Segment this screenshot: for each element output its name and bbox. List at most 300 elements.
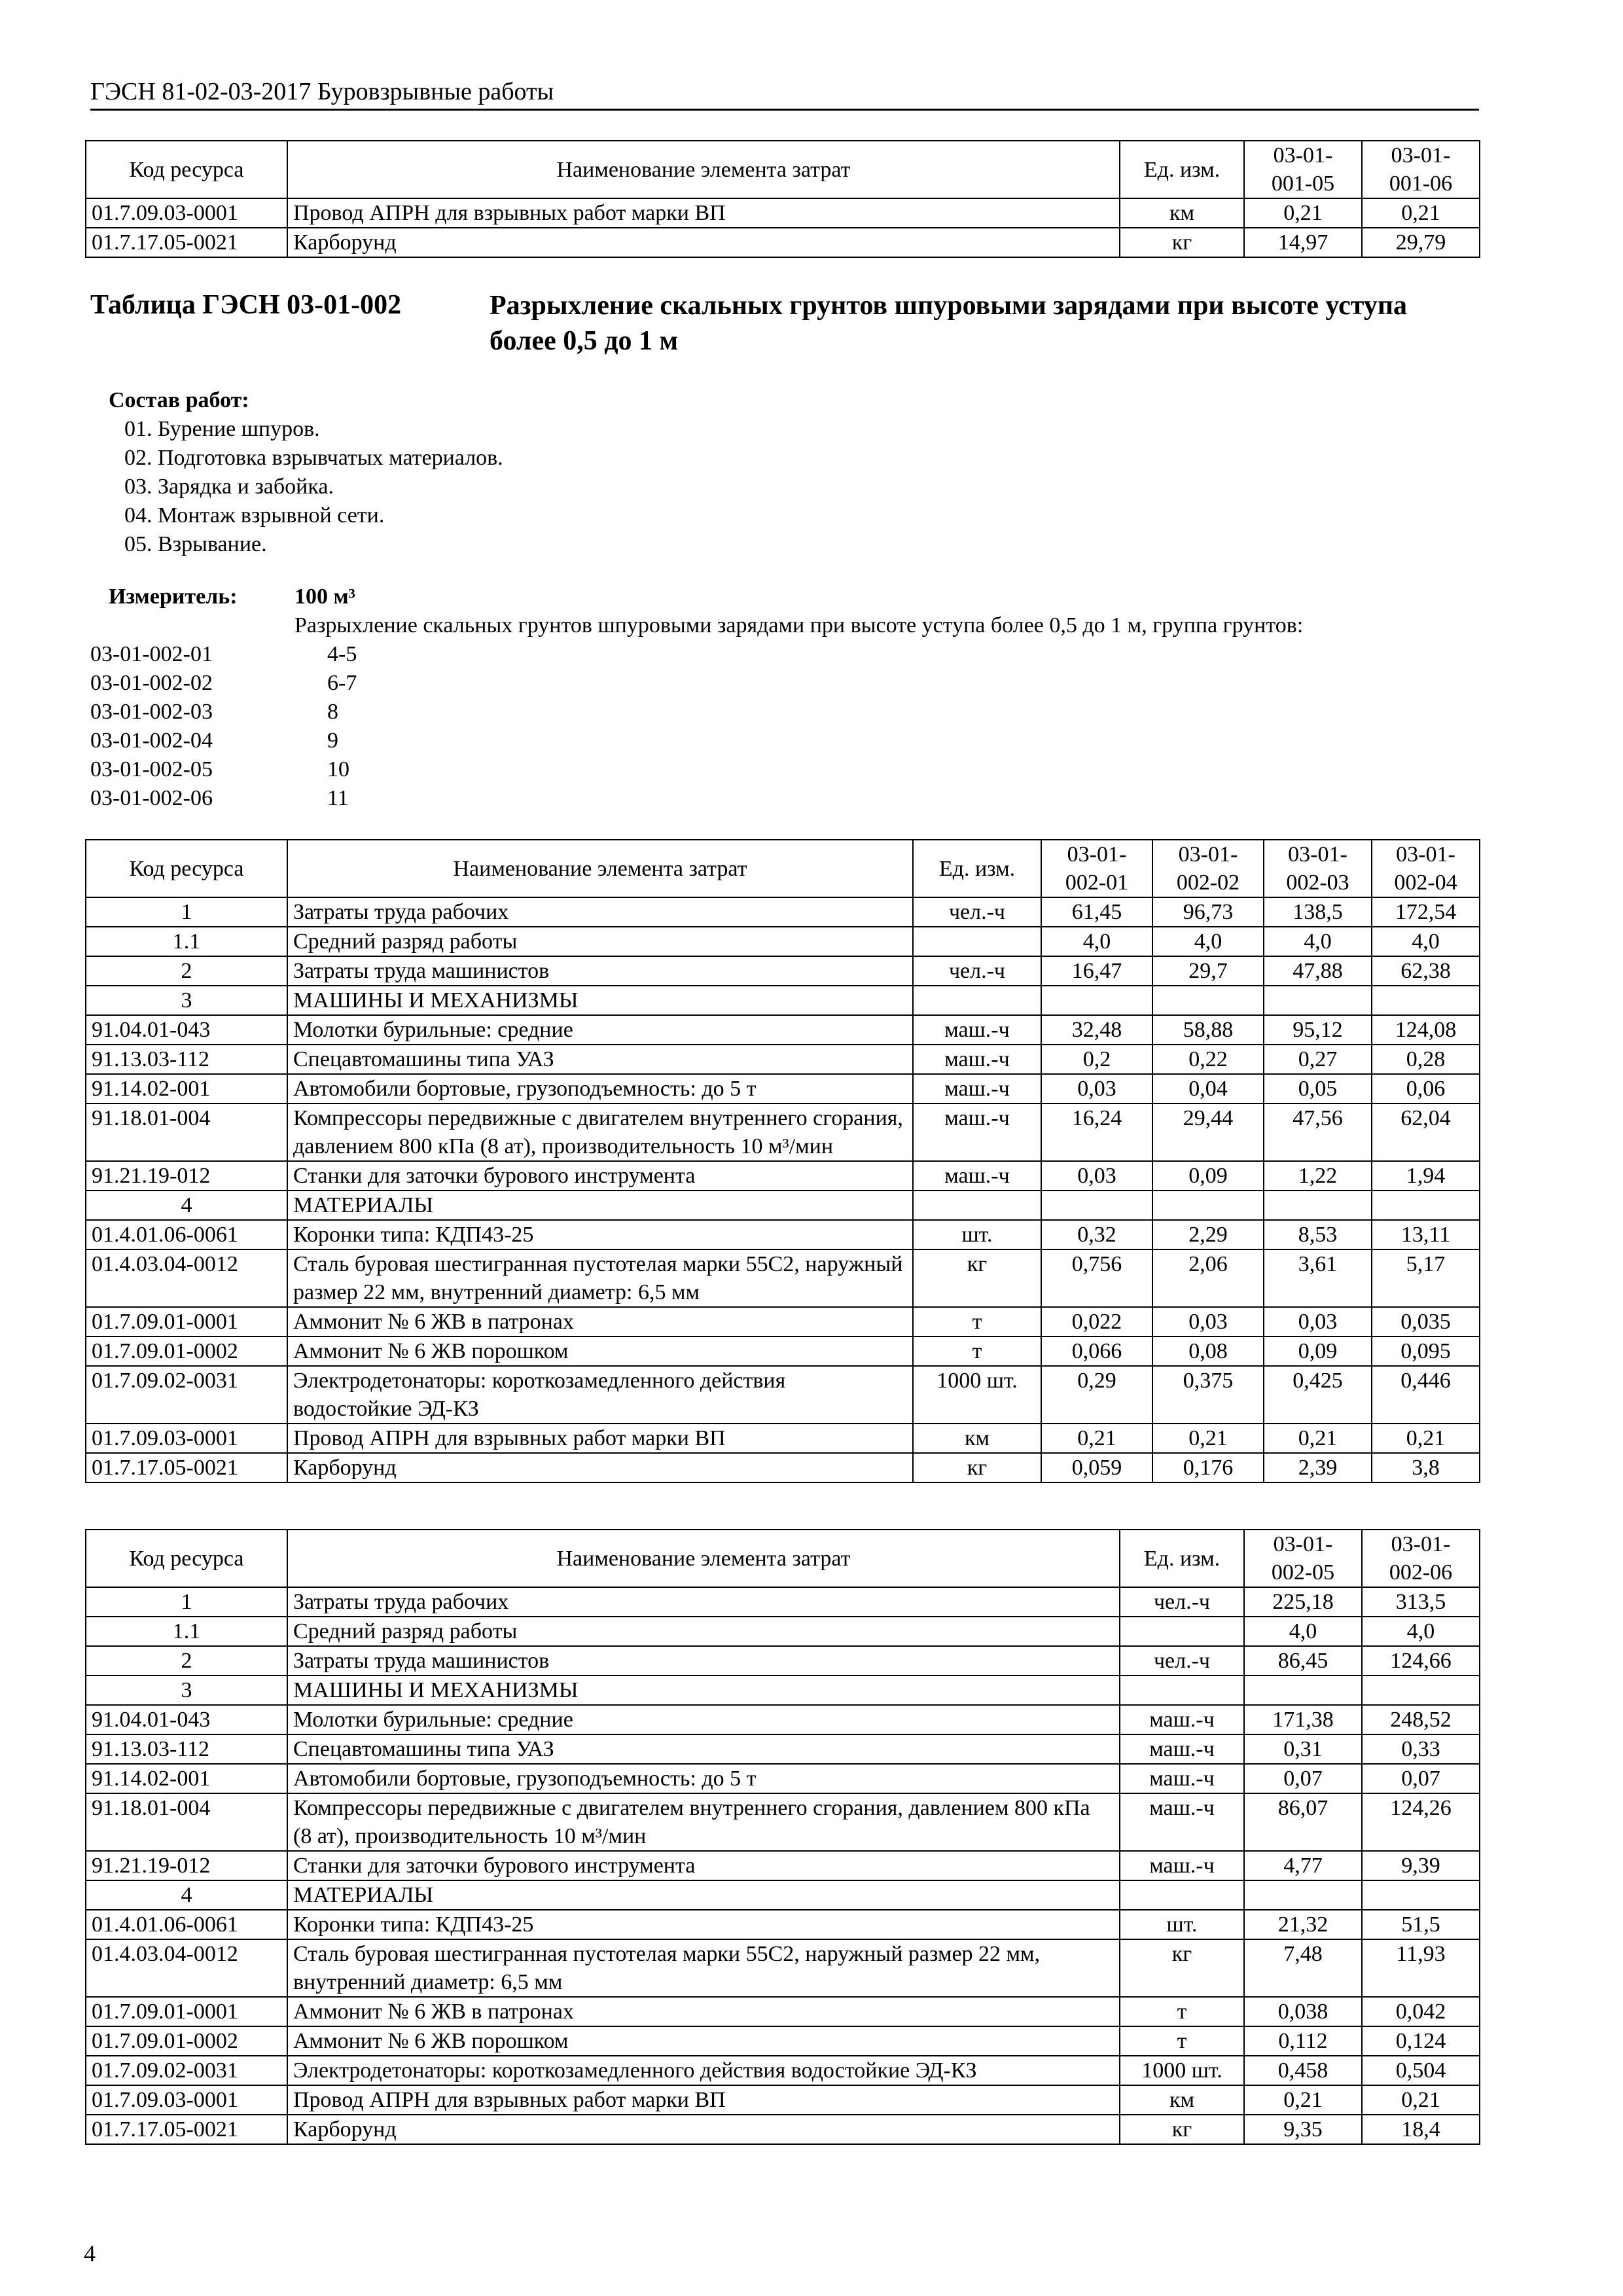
unit-cell: чел.-ч <box>913 897 1041 927</box>
soil-group: 6-7 <box>327 671 357 695</box>
cost-element-name-cell: Провод АПРН для взрывных работ марки ВП <box>287 2085 1120 2115</box>
table-row <box>86 1015 1480 1045</box>
resource-code-cell: 01.7.09.03-0001 <box>86 2085 287 2115</box>
cost-element-name-cell: МАШИНЫ И МЕХАНИЗМЫ <box>287 1676 1120 1705</box>
norm-value-cell: 0,21 <box>1152 1424 1264 1453</box>
work-item: 02. Подготовка взрывчатых материалов. <box>124 446 503 470</box>
norm-value-cell: 18,4 <box>1362 2115 1480 2144</box>
norm-value-cell: 8,53 <box>1264 1220 1372 1249</box>
norm-code: 03-01-002-05 <box>90 757 213 781</box>
resource-code-cell: 91.21.19-012 <box>86 1851 287 1880</box>
column-header: 03-01- 002-03 <box>1264 840 1372 897</box>
norm-value-cell: 0,21 <box>1264 1424 1372 1453</box>
soil-group: 8 <box>327 700 338 724</box>
measure-label: Измеритель: <box>109 584 238 609</box>
resource-code-cell: 01.4.03.04-0012 <box>86 1249 287 1307</box>
resource-code-cell: 3 <box>86 1676 287 1705</box>
table-row <box>86 1249 1480 1307</box>
table-row <box>86 1939 1480 1997</box>
cost-element-name-cell: Молотки бурильные: средние <box>287 1015 913 1045</box>
norm-value-cell: 62,04 <box>1372 1103 1480 1161</box>
cost-element-name-cell: Аммонит № 6 ЖВ в патронах <box>287 1997 1120 2026</box>
resource-code-cell: 01.7.09.01-0001 <box>86 1307 287 1336</box>
measure-description: Разрыхление скальных грунтов шпуровыми зарядами при высоте уступа более 0,5 до 1 м, группа грунтов: <box>294 613 1304 637</box>
unit-cell: кг <box>913 1249 1041 1307</box>
unit-cell: маш.-ч <box>1120 1734 1244 1764</box>
table-row <box>86 1880 1480 1910</box>
cost-element-name-cell: Станки для заточки бурового инструмента <box>287 1851 1120 1880</box>
table-row <box>86 1074 1480 1103</box>
column-header: Код ресурса <box>86 840 287 897</box>
norm-value-cell: 0,038 <box>1244 1997 1362 2026</box>
table-row <box>86 1734 1480 1764</box>
row-group <box>86 986 1480 1191</box>
unit-cell <box>1120 1676 1244 1705</box>
norm-value-cell: 16,47 <box>1041 956 1152 986</box>
norm-value-cell: 0,28 <box>1372 1045 1480 1074</box>
norm-value-cell: 4,0 <box>1041 927 1152 956</box>
norm-value-cell <box>1372 1191 1480 1220</box>
norm-value-cell <box>1244 1676 1362 1705</box>
cost-element-name-cell: Молотки бурильные: средние <box>287 1705 1120 1734</box>
work-item: 01. Бурение шпуров. <box>124 417 320 441</box>
measure-value: 100 м³ <box>294 584 355 609</box>
norm-value-cell: 47,88 <box>1264 956 1372 986</box>
resource-code-cell: 01.7.17.05-0021 <box>86 2115 287 2144</box>
soil-group: 10 <box>327 757 349 781</box>
unit-cell: т <box>1120 2026 1244 2056</box>
norm-code: 03-01-002-03 <box>90 700 213 724</box>
norm-value-cell: 11,93 <box>1362 1939 1480 1997</box>
norm-value-cell: 4,77 <box>1244 1851 1362 1880</box>
table-row <box>86 1617 1480 1646</box>
norm-value-cell: 138,5 <box>1264 897 1372 927</box>
norm-value-cell: 96,73 <box>1152 897 1264 927</box>
norm-value-cell: 0,04 <box>1152 1074 1264 1103</box>
norm-value-cell <box>1372 986 1480 1015</box>
norm-code: 03-01-002-02 <box>90 671 213 695</box>
norm-value-cell: 0,21 <box>1362 2085 1480 2115</box>
norm-value-cell: 0,066 <box>1041 1336 1152 1366</box>
table-row <box>86 956 1480 986</box>
soil-group: 4-5 <box>327 642 357 666</box>
resource-code-cell: 01.7.09.01-0002 <box>86 1336 287 1366</box>
norm-value-cell: 1,94 <box>1372 1161 1480 1191</box>
norm-value-cell: 0,176 <box>1152 1453 1264 1482</box>
norm-value-cell: 0,21 <box>1362 198 1480 228</box>
column-header: Код ресурса <box>86 1530 287 1587</box>
norm-value-cell: 3,8 <box>1372 1453 1480 1482</box>
resource-code-cell: 1 <box>86 897 287 927</box>
header-rule <box>90 109 1479 111</box>
cost-element-name-cell: Автомобили бортовые, грузоподъемность: до 5 т <box>287 1074 913 1103</box>
cost-element-name-cell: Средний разряд работы <box>287 927 913 956</box>
row-group <box>86 1646 1480 1676</box>
column-header: Код ресурса <box>86 141 287 198</box>
cost-element-name-cell: Затраты труда машинистов <box>287 956 913 986</box>
norm-value-cell: 124,08 <box>1372 1015 1480 1045</box>
norm-value-cell: 86,45 <box>1244 1646 1362 1676</box>
norm-value-cell: 0,06 <box>1372 1074 1480 1103</box>
norm-value-cell: 0,059 <box>1041 1453 1152 1482</box>
unit-cell: шт. <box>1120 1910 1244 1939</box>
unit-cell: маш.-ч <box>1120 1764 1244 1793</box>
norm-value-cell <box>1244 1880 1362 1910</box>
norm-value-cell: 0,446 <box>1372 1366 1480 1424</box>
norm-value-cell: 0,32 <box>1041 1220 1152 1249</box>
table-row <box>86 1764 1480 1793</box>
unit-cell: кг <box>1120 228 1244 257</box>
table-row <box>86 1646 1480 1676</box>
table-row <box>86 1045 1480 1074</box>
norm-value-cell: 0,21 <box>1041 1424 1152 1453</box>
resource-code-cell: 91.13.03-112 <box>86 1045 287 1074</box>
resource-code-cell: 01.7.17.05-0021 <box>86 228 287 257</box>
norm-value-cell <box>1041 1191 1152 1220</box>
norm-value-cell: 2,06 <box>1152 1249 1264 1307</box>
norm-value-cell: 0,05 <box>1264 1074 1372 1103</box>
unit-cell: т <box>1120 1997 1244 2026</box>
unit-cell: маш.-ч <box>1120 1851 1244 1880</box>
norm-value-cell: 0,124 <box>1362 2026 1480 2056</box>
norm-value-cell: 0,07 <box>1362 1764 1480 1793</box>
resource-table-001 <box>85 140 1480 258</box>
norm-value-cell: 47,56 <box>1264 1103 1372 1161</box>
resource-code-cell: 01.7.09.03-0001 <box>86 1424 287 1453</box>
unit-cell: маш.-ч <box>1120 1705 1244 1734</box>
norm-value-cell: 0,22 <box>1152 1045 1264 1074</box>
norm-value-cell: 0,31 <box>1244 1734 1362 1764</box>
norm-value-cell: 0,33 <box>1362 1734 1480 1764</box>
norm-value-cell: 0,095 <box>1372 1336 1480 1366</box>
unit-cell: кг <box>1120 2115 1244 2144</box>
unit-cell: 1000 шт. <box>1120 2056 1244 2085</box>
norm-value-cell: 62,38 <box>1372 956 1480 986</box>
cost-element-name-cell: Спецавтомашины типа УАЗ <box>287 1734 1120 1764</box>
table-row <box>86 1103 1480 1161</box>
resource-code-cell: 4 <box>86 1191 287 1220</box>
norm-value-cell: 0,03 <box>1264 1307 1372 1336</box>
cost-element-name-cell: Затраты труда машинистов <box>287 1646 1120 1676</box>
unit-cell: чел.-ч <box>1120 1587 1244 1617</box>
unit-cell: шт. <box>913 1220 1041 1249</box>
norm-value-cell <box>1264 986 1372 1015</box>
resource-code-cell: 01.4.01.06-0061 <box>86 1910 287 1939</box>
norm-value-cell: 29,7 <box>1152 956 1264 986</box>
work-composition-heading: Состав работ: <box>109 388 249 412</box>
norm-value-cell <box>1264 1191 1372 1220</box>
norm-value-cell: 9,35 <box>1244 2115 1362 2144</box>
norm-value-cell: 61,45 <box>1041 897 1152 927</box>
unit-cell: км <box>1120 2085 1244 2115</box>
unit-cell: кг <box>913 1453 1041 1482</box>
norm-value-cell: 0,03 <box>1041 1074 1152 1103</box>
work-item: 05. Взрывание. <box>124 532 267 556</box>
column-header: 03-01- 002-01 <box>1041 840 1152 897</box>
column-header: 03-01- 001-05 <box>1244 141 1362 198</box>
norm-value-cell: 0,21 <box>1372 1424 1480 1453</box>
cost-element-name-cell: Компрессоры передвижные с двигателем внутреннего сгорания, давлением 800 кПа (8 ат), производительность 10 м³/мин <box>287 1793 1120 1851</box>
norm-value-cell: 9,39 <box>1362 1851 1480 1880</box>
norm-value-cell: 0,756 <box>1041 1249 1152 1307</box>
cost-element-name-cell: Провод АПРН для взрывных работ марки ВП <box>287 1424 913 1453</box>
norm-value-cell: 0,458 <box>1244 2056 1362 2085</box>
unit-cell: маш.-ч <box>913 1161 1041 1191</box>
norm-value-cell: 0,2 <box>1041 1045 1152 1074</box>
norm-value-cell: 29,79 <box>1362 228 1480 257</box>
norm-value-cell: 0,21 <box>1244 2085 1362 2115</box>
table-row <box>86 1307 1480 1336</box>
resource-code-cell: 1 <box>86 1587 287 1617</box>
table-row <box>86 1997 1480 2026</box>
norm-value-cell: 0,03 <box>1041 1161 1152 1191</box>
cost-element-name-cell: Сталь буровая шестигранная пустотелая марки 55С2, наружный размер 22 мм, внутренний диаметр: 6,5 мм <box>287 1249 913 1307</box>
cost-element-name-cell: Карборунд <box>287 1453 913 1482</box>
unit-cell: маш.-ч <box>913 1074 1041 1103</box>
resource-code-cell: 91.18.01-004 <box>86 1793 287 1851</box>
table-row <box>86 1705 1480 1734</box>
norm-value-cell: 14,97 <box>1244 228 1362 257</box>
cost-element-name-cell: Станки для заточки бурового инструмента <box>287 1161 913 1191</box>
table-row <box>86 927 1480 956</box>
norm-value-cell: 0,504 <box>1362 2056 1480 2085</box>
cost-element-name-cell: МАТЕРИАЛЫ <box>287 1191 913 1220</box>
norm-value-cell: 248,52 <box>1362 1705 1480 1734</box>
norm-value-cell <box>1152 986 1264 1015</box>
table-row <box>86 1587 1480 1617</box>
norm-value-cell: 4,0 <box>1244 1617 1362 1646</box>
section-label: Таблица ГЭСН 03-01-002 <box>90 290 402 320</box>
norm-code: 03-01-002-01 <box>90 642 213 666</box>
cost-element-name-cell: Затраты труда рабочих <box>287 897 913 927</box>
norm-value-cell <box>1041 986 1152 1015</box>
section-title: Разрыхление скальных грунтов шпуровыми зарядами при высоте уступа более 0,5 до 1 м <box>490 291 1408 356</box>
resource-code-cell: 01.4.01.06-0061 <box>86 1220 287 1249</box>
norm-value-cell: 0,425 <box>1264 1366 1372 1424</box>
unit-cell <box>913 1191 1041 1220</box>
norm-value-cell: 2,29 <box>1152 1220 1264 1249</box>
norm-value-cell: 0,112 <box>1244 2026 1362 2056</box>
unit-cell: км <box>913 1424 1041 1453</box>
norm-value-cell: 0,042 <box>1362 1997 1480 2026</box>
cost-element-name-cell: Коронки типа: КДП43-25 <box>287 1220 913 1249</box>
resource-code-cell: 91.04.01-043 <box>86 1705 287 1734</box>
row-group <box>86 1587 1480 1646</box>
cost-element-name-cell: Электродетонаторы: короткозамедленного действия водостойкие ЭД-КЗ <box>287 1366 913 1424</box>
table-row <box>86 2115 1480 2144</box>
norm-value-cell: 0,27 <box>1264 1045 1372 1074</box>
norm-value-cell: 2,39 <box>1264 1453 1372 1482</box>
unit-cell: 1000 шт. <box>913 1366 1041 1424</box>
table-row <box>86 897 1480 927</box>
cost-element-name-cell: Карборунд <box>287 228 1120 257</box>
table-row <box>86 1161 1480 1191</box>
resource-code-cell: 91.04.01-043 <box>86 1015 287 1045</box>
norm-value-cell: 0,03 <box>1152 1307 1264 1336</box>
norm-value-cell: 313,5 <box>1362 1587 1480 1617</box>
resource-code-cell: 01.7.17.05-0021 <box>86 1453 287 1482</box>
norm-value-cell: 29,44 <box>1152 1103 1264 1161</box>
unit-cell: маш.-ч <box>913 1103 1041 1161</box>
resource-code-cell: 91.14.02-001 <box>86 1074 287 1103</box>
cost-element-name-cell: Коронки типа: КДП43-25 <box>287 1910 1120 1939</box>
norm-value-cell: 0,21 <box>1244 198 1362 228</box>
unit-cell: маш.-ч <box>913 1045 1041 1074</box>
table-row <box>86 986 1480 1015</box>
norm-value-cell: 4,0 <box>1362 1617 1480 1646</box>
norm-value-cell: 51,5 <box>1362 1910 1480 1939</box>
resource-code-cell: 91.13.03-112 <box>86 1734 287 1764</box>
table-row <box>86 1191 1480 1220</box>
table-row <box>86 1366 1480 1424</box>
column-header: Наименование элемента затрат <box>287 840 913 897</box>
resource-code-cell: 91.18.01-004 <box>86 1103 287 1161</box>
cost-element-name-cell: Карборунд <box>287 2115 1120 2144</box>
row-group <box>86 1191 1480 1482</box>
norm-value-cell: 0,09 <box>1264 1336 1372 1366</box>
cost-element-name-cell: Средний разряд работы <box>287 1617 1120 1646</box>
norm-value-cell: 4,0 <box>1372 927 1480 956</box>
cost-element-name-cell: Спецавтомашины типа УАЗ <box>287 1045 913 1074</box>
unit-cell <box>913 927 1041 956</box>
norm-value-cell: 0,09 <box>1152 1161 1264 1191</box>
norm-value-cell: 95,12 <box>1264 1015 1372 1045</box>
norm-value-cell: 0,022 <box>1041 1307 1152 1336</box>
norm-value-cell: 32,48 <box>1041 1015 1152 1045</box>
norm-value-cell: 225,18 <box>1244 1587 1362 1617</box>
norm-value-cell: 171,38 <box>1244 1705 1362 1734</box>
table-row <box>86 1220 1480 1249</box>
norm-value-cell: 16,24 <box>1041 1103 1152 1161</box>
unit-cell: кг <box>1120 1939 1244 1997</box>
norm-value-cell: 58,88 <box>1152 1015 1264 1045</box>
cost-element-name-cell: Аммонит № 6 ЖВ порошком <box>287 2026 1120 2056</box>
cost-element-name-cell: Аммонит № 6 ЖВ в патронах <box>287 1307 913 1336</box>
table-row <box>86 198 1480 228</box>
page-number: 4 <box>84 2240 96 2267</box>
column-header: Наименование элемента затрат <box>287 1530 1120 1587</box>
resource-code-cell: 1.1 <box>86 1617 287 1646</box>
norm-value-cell: 0,29 <box>1041 1366 1152 1424</box>
norm-value-cell: 124,26 <box>1362 1793 1480 1851</box>
row-group <box>86 956 1480 986</box>
table-row <box>86 1453 1480 1482</box>
table-header-row <box>86 1530 1480 1587</box>
norm-value-cell: 0,08 <box>1152 1336 1264 1366</box>
column-header: 03-01- 002-04 <box>1372 840 1480 897</box>
resource-code-cell: 01.7.09.03-0001 <box>86 198 287 228</box>
column-header: Ед. изм. <box>913 840 1041 897</box>
column-header: Наименование элемента затрат <box>287 141 1120 198</box>
cost-element-name-cell: Электродетонаторы: короткозамедленного действия водостойкие ЭД-КЗ <box>287 2056 1120 2085</box>
resource-table-002-b <box>85 1529 1480 2145</box>
work-item: 03. Зарядка и забойка. <box>124 475 334 499</box>
norm-value-cell: 0,07 <box>1244 1764 1362 1793</box>
norm-value-cell: 172,54 <box>1372 897 1480 927</box>
resource-code-cell: 01.4.03.04-0012 <box>86 1939 287 1997</box>
unit-cell: маш.-ч <box>913 1015 1041 1045</box>
table-row <box>86 1851 1480 1880</box>
norm-code: 03-01-002-04 <box>90 728 213 753</box>
column-header: Ед. изм. <box>1120 1530 1244 1587</box>
resource-code-cell: 01.7.09.02-0031 <box>86 1366 287 1424</box>
table-row <box>86 2026 1480 2056</box>
unit-cell: маш.-ч <box>1120 1793 1244 1851</box>
table-row <box>86 1336 1480 1366</box>
cost-element-name-cell: Провод АПРН для взрывных работ марки ВП <box>287 198 1120 228</box>
norm-value-cell: 86,07 <box>1244 1793 1362 1851</box>
page-header-title: ГЭСН 81-02-03-2017 Буровзрывные работы <box>90 78 554 105</box>
table-row <box>86 2085 1480 2115</box>
table-row <box>86 1793 1480 1851</box>
resource-code-cell: 91.14.02-001 <box>86 1764 287 1793</box>
table-row <box>86 1676 1480 1705</box>
norm-value-cell <box>1362 1676 1480 1705</box>
unit-cell: т <box>913 1307 1041 1336</box>
norm-value-cell: 5,17 <box>1372 1249 1480 1307</box>
soil-group: 9 <box>327 728 338 753</box>
unit-cell: км <box>1120 198 1244 228</box>
norm-value-cell: 124,66 <box>1362 1646 1480 1676</box>
resource-code-cell: 3 <box>86 986 287 1015</box>
table-row <box>86 2056 1480 2085</box>
cost-element-name-cell: Аммонит № 6 ЖВ порошком <box>287 1336 913 1366</box>
norm-value-cell: 1,22 <box>1264 1161 1372 1191</box>
resource-code-cell: 2 <box>86 956 287 986</box>
norm-code: 03-01-002-06 <box>90 786 213 810</box>
cost-element-name-cell: МАТЕРИАЛЫ <box>287 1880 1120 1910</box>
norm-value-cell: 21,32 <box>1244 1910 1362 1939</box>
row-group <box>86 1676 1480 1880</box>
table-body <box>86 198 1480 257</box>
norm-value-cell: 4,0 <box>1152 927 1264 956</box>
unit-cell <box>1120 1880 1244 1910</box>
column-header: Ед. изм. <box>1120 141 1244 198</box>
cost-element-name-cell: МАШИНЫ И МЕХАНИЗМЫ <box>287 986 913 1015</box>
cost-element-name-cell: Компрессоры передвижные с двигателем внутреннего сгорания, давлением 800 кПа (8 ат), производительность 10 м³/мин <box>287 1103 913 1161</box>
unit-cell: чел.-ч <box>913 956 1041 986</box>
resource-code-cell: 01.7.09.01-0002 <box>86 2026 287 2056</box>
cost-element-name-cell: Затраты труда рабочих <box>287 1587 1120 1617</box>
resource-table-002-a <box>85 839 1480 1483</box>
norm-value-cell <box>1362 1880 1480 1910</box>
norm-value-cell: 3,61 <box>1264 1249 1372 1307</box>
norm-value-cell: 4,0 <box>1264 927 1372 956</box>
cost-element-name-cell: Сталь буровая шестигранная пустотелая марки 55С2, наружный размер 22 мм, внутренний диаметр: 6,5 мм <box>287 1939 1120 1997</box>
column-header: 03-01- 002-05 <box>1244 1530 1362 1587</box>
resource-code-cell: 01.7.09.01-0001 <box>86 1997 287 2026</box>
norm-value-cell: 7,48 <box>1244 1939 1362 1997</box>
table-header-row <box>86 141 1480 198</box>
unit-cell <box>913 986 1041 1015</box>
soil-group: 11 <box>327 786 349 810</box>
resource-code-cell: 1.1 <box>86 927 287 956</box>
norm-value-cell <box>1152 1191 1264 1220</box>
work-item: 04. Монтаж взрывной сети. <box>124 503 385 528</box>
row-group <box>86 1880 1480 2144</box>
table-header-row <box>86 840 1480 897</box>
column-header: 03-01- 002-02 <box>1152 840 1264 897</box>
norm-value-cell: 13,11 <box>1372 1220 1480 1249</box>
resource-code-cell: 2 <box>86 1646 287 1676</box>
column-header: 03-01- 001-06 <box>1362 141 1480 198</box>
unit-cell: т <box>913 1336 1041 1366</box>
table-row <box>86 1910 1480 1939</box>
resource-code-cell: 01.7.09.02-0031 <box>86 2056 287 2085</box>
table-row <box>86 228 1480 257</box>
resource-code-cell: 91.21.19-012 <box>86 1161 287 1191</box>
unit-cell: чел.-ч <box>1120 1646 1244 1676</box>
